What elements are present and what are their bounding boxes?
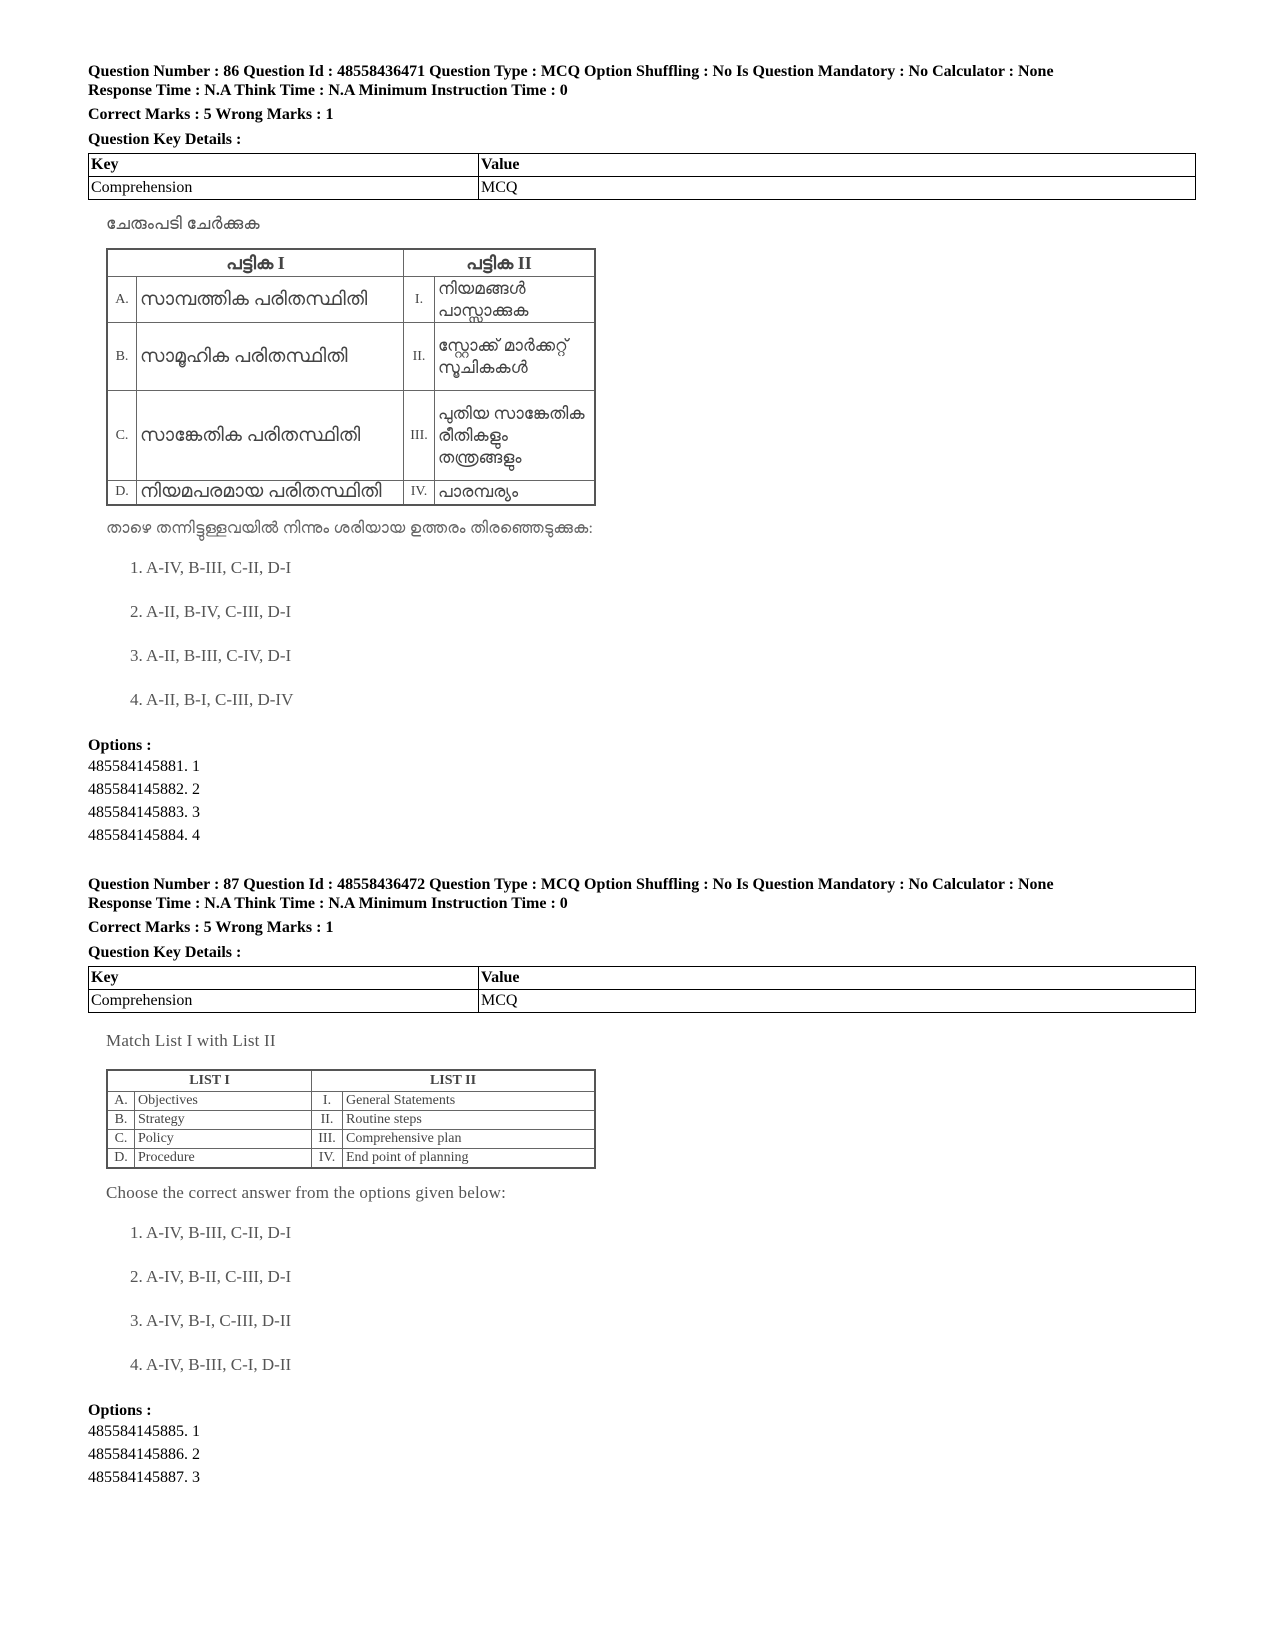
list-1-item: സാമ്പത്തിക പരിതസ്ഥിതി (137, 277, 404, 323)
option-id: 485584145886. 2 (88, 1445, 200, 1463)
option-id: 485584145882. 2 (88, 780, 200, 798)
question-paper-page (88, 62, 1196, 1489)
answer-choice: 2. A-II, B-IV, C-III, D-I (130, 601, 292, 621)
key-details-label: Question Key Details : (88, 943, 242, 961)
match-table (106, 1069, 596, 1169)
list-1-item: സാമൂഹിക പരിതസ്ഥിതി (137, 323, 404, 391)
row-roman: IV. (404, 481, 435, 505)
row-roman: III. (404, 391, 435, 481)
list-1-item: Policy (135, 1129, 312, 1148)
options-label: Options : (88, 736, 152, 754)
answer-choices (130, 1219, 1196, 1395)
list-1-item: Procedure (135, 1148, 312, 1168)
question-marks: Correct Marks : 5 Wrong Marks : 1 (88, 106, 334, 123)
question-timing: Response Time : N.A Think Time : N.A Minimum Instruction Time : 0 (88, 82, 568, 99)
question-marks: Correct Marks : 5 Wrong Marks : 1 (88, 918, 334, 936)
list-2-item: General Statements (343, 1091, 596, 1110)
question-instruction: Choose the correct answer from the options given below: (106, 1182, 507, 1202)
answer-choices (130, 554, 1196, 730)
row-letter: D. (107, 1148, 135, 1168)
table-header-row (89, 154, 1196, 177)
question-timing: Response Time : N.A Think Time : N.A Minimum Instruction Time : 0 (88, 894, 568, 912)
list-2-header: പട്ടിക II (404, 249, 596, 277)
key-details-label: Question Key Details : (88, 131, 242, 148)
question-instruction: താഴെ തന്നിട്ടുള്ളവയിൽ നിന്നും ശരിയായ ഉത്തരം തിരഞ്ഞെടുക്കുക: (106, 519, 594, 537)
value-cell: MCQ (479, 177, 1196, 200)
match-row (107, 323, 595, 391)
match-row (107, 1091, 595, 1110)
row-roman: II. (404, 323, 435, 391)
row-letter: B. (107, 1110, 135, 1129)
options-label: Options : (88, 1401, 152, 1419)
row-letter: C. (107, 1129, 135, 1148)
question-image (106, 1031, 1196, 1395)
value-header-cell: Value (479, 966, 1196, 989)
value-header-cell: Value (479, 154, 1196, 177)
row-letter: B. (107, 323, 137, 391)
answer-choice: 4. A-IV, B-III, C-I, D-II (130, 1354, 292, 1374)
row-letter: A. (107, 277, 137, 323)
question-header: Question Number : 87 Question Id : 48558436472 Question Type : MCQ Option Shuffling : No Is Question Mandatory : No Calculator : None (88, 875, 1054, 893)
match-row (107, 277, 595, 323)
match-row (107, 391, 595, 481)
question-image (106, 214, 1196, 730)
answer-choice: 4. A-II, B-I, C-III, D-IV (130, 689, 294, 709)
answer-choice: 3. A-IV, B-I, C-III, D-II (130, 1310, 292, 1330)
option-id: 485584145883. 3 (88, 803, 200, 821)
option-id: 485584145885. 1 (88, 1422, 200, 1440)
match-row (107, 1110, 595, 1129)
table-row (89, 177, 1196, 200)
match-table (106, 248, 596, 506)
row-letter: D. (107, 481, 137, 505)
key-header-cell: Key (89, 154, 479, 177)
list-1-header: LIST I (107, 1070, 312, 1092)
answer-choice: 3. A-II, B-III, C-IV, D-I (130, 645, 292, 665)
table-row (89, 989, 1196, 1012)
row-roman: I. (312, 1091, 343, 1110)
option-id: 485584145884. 4 (88, 826, 200, 844)
list-2-item: സ്റ്റോക്ക് മാർക്കറ്റ് സൂചികകൾ (435, 323, 596, 391)
match-table-header (107, 249, 595, 277)
match-row (107, 1148, 595, 1168)
row-roman: III. (312, 1129, 343, 1148)
key-details-table (88, 153, 1196, 200)
list-2-item: Routine steps (343, 1110, 596, 1129)
list-2-item: നിയമങ്ങൾ പാസ്സാക്കുക (435, 277, 596, 323)
table-header-row (89, 966, 1196, 989)
row-roman: I. (404, 277, 435, 323)
list-2-item: പുതിയ സാങ്കേതിക രീതികളും തന്ത്രങ്ങളും (435, 391, 596, 481)
list-2-header: LIST II (312, 1070, 596, 1092)
list-2-item: End point of planning (343, 1148, 596, 1168)
list-2-item: പാരമ്പര്യം (435, 481, 596, 505)
match-row (107, 1129, 595, 1148)
match-table-header (107, 1070, 595, 1092)
list-1-header: പട്ടിക I (107, 249, 404, 277)
question-86 (88, 62, 1196, 847)
question-header: Question Number : 86 Question Id : 48558436471 Question Type : MCQ Option Shuffling : No Is Question Mandatory : No Calculator : None (88, 63, 1054, 80)
row-roman: II. (312, 1110, 343, 1129)
row-letter: C. (107, 391, 137, 481)
list-1-item: നിയമപരമായ പരിതസ്ഥിതി (137, 481, 404, 505)
value-cell: MCQ (479, 989, 1196, 1012)
row-roman: IV. (312, 1148, 343, 1168)
list-1-item: സാങ്കേതിക പരിതസ്ഥിതി (137, 391, 404, 481)
match-row (107, 481, 595, 505)
key-cell: Comprehension (89, 177, 479, 200)
question-87 (88, 875, 1196, 1489)
key-details-table (88, 966, 1196, 1013)
list-1-item: Objectives (135, 1091, 312, 1110)
row-letter: A. (107, 1091, 135, 1110)
key-header-cell: Key (89, 966, 479, 989)
question-prompt: ചേരുംപടി ചേർക്കുക (106, 214, 260, 233)
list-2-item: Comprehensive plan (343, 1129, 596, 1148)
key-cell: Comprehension (89, 989, 479, 1012)
option-id: 485584145887. 3 (88, 1468, 200, 1486)
answer-choice: 1. A-IV, B-III, C-II, D-I (130, 557, 292, 577)
option-id: 485584145881. 1 (88, 757, 200, 775)
question-prompt: Match List I with List II (106, 1030, 276, 1050)
list-1-item: Strategy (135, 1110, 312, 1129)
answer-choice: 1. A-IV, B-III, C-II, D-I (130, 1222, 292, 1242)
answer-choice: 2. A-IV, B-II, C-III, D-I (130, 1266, 292, 1286)
